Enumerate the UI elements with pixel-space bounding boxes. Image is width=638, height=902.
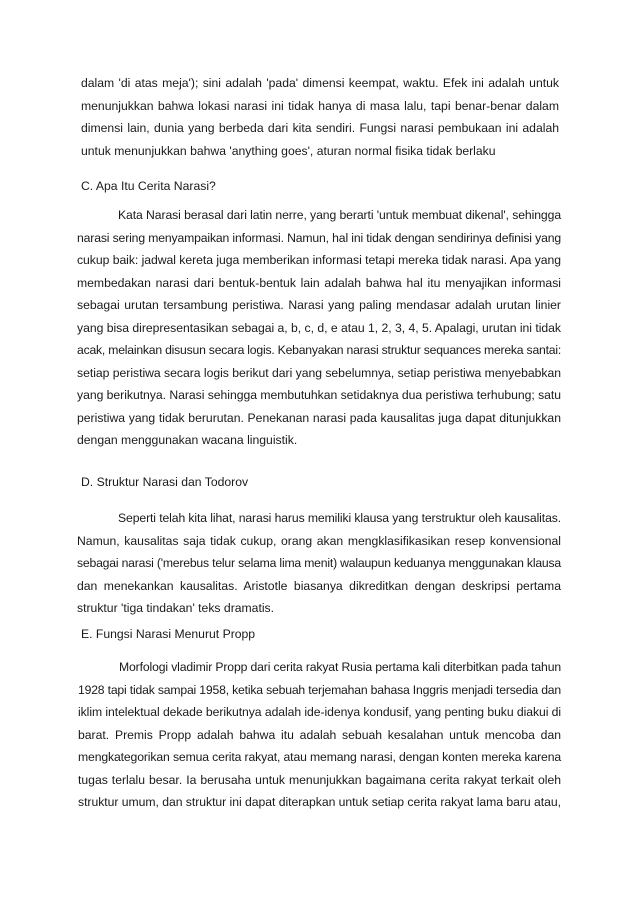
text-line: dengan menggunakan wacana linguistik. [77,433,298,447]
text-line: narasi sering menyampaikan informasi. Namun, hal ini tidak dengan sendirinya definisi yang [77,230,561,245]
text-line: Namun, kausalitas saja tidak cukup, orang akan mengklasifikasikan resep konvensional [77,533,561,548]
text-line: Morfologi vladimir Propp dari cerita rakyat Rusia pertama kali diterbitkan pada tahun [119,660,561,674]
text-line: setiap peristiwa secara logis berikut dari yang sebelumnya, setiap peristiwa menyebabkan [77,365,561,380]
text-line: 1928 tapi tidak sampai 1958, ketika sebuah terjemahan bahasa Inggris menjadi tersedia dan [78,682,561,697]
section-heading-d: D. Struktur Narasi dan Todorov [81,475,249,489]
text-line: Seperti telah kita lihat, narasi harus memiliki klausa yang terstruktur oleh kausalitas. [118,511,562,525]
text-line: iklim intelektual dekade berikutnya adalah ide-idenya kondusif, yang penting buku diakui di [78,705,562,719]
text-line: struktur umum, dan struktur ini dapat diterapkan untuk setiap cerita rakyat lama baru atau, [78,795,561,809]
text-line: cukup baik: jadwal kereta juga memberikan informasi tetapi mereka tidak narasi. Apa yang [77,253,561,267]
paragraph-continuation [81,72,559,162]
section-heading-c: C. Apa Itu Cerita Narasi? [81,179,216,193]
paragraph-apa-itu-narasi [77,204,561,452]
text-line: peristiwa yang tidak berurutan. Penekanan narasi pada kausalitas juga dapat ditunjukkan [77,410,561,425]
text-line: yang bisa direpresentasikan sebagai a, b, c, d, e atau 1, 2, 3, 4, 5. Apalagi, urutan ini tidak [77,320,561,335]
text-line: untuk menunjukkan bahwa 'anything goes', aturan normal fisika tidak berlaku [81,143,496,158]
text-line: acak, melainkan disusun secara logis. Kebanyakan narasi struktur sequances mereka santai: [77,343,561,357]
text-line: menunjukkan bahwa lokasi narasi ini tidak hanya di masa lalu, tapi benar-benar dalam [81,98,559,113]
text-line: mengkategorikan semua cerita rakyat, atau memang narasi, dengan konten mereka karena [78,750,562,764]
section-heading-e: E. Fungsi Narasi Menurut Propp [81,627,256,641]
text-line: dan menekankan kausalitas. Aristotle biasanya dikreditkan dengan deskripsi pertama [77,578,561,593]
text-line: sebagai urutan tersambung peristiwa. Narasi yang paling mendasar adalah urutan linier [77,298,561,312]
paragraph-fungsi-propp [78,656,561,814]
text-line: tugas terlalu besar. Ia berusaha untuk menunjukkan bagaimana cerita rakyat terkait oleh [78,772,561,787]
text-line: dalam 'di atas meja'); sini adalah 'pada' dimensi keempat, waktu. Efek ini adalah untuk [81,76,559,90]
text-line: barat. Premis Propp adalah bahwa itu adalah sebuah kesalahan untuk mencoba dan [78,727,561,742]
text-line: sebagai narasi ('merebus telur selama lima menit) walaupun keduanya menggunakan klausa [77,556,562,570]
text-line: dimensi lain, dunia yang berbeda dari kita sendiri. Fungsi narasi pembukaan ini adalah [81,121,559,135]
paragraph-struktur-narasi [77,507,561,620]
text-line: yang berikutnya. Narasi sehingga membutuhkan setidaknya dua peristiwa terhubung; satu [77,388,561,402]
text-line: membedakan narasi dari bentuk-bentuk lain adalah bahwa hal itu menyajikan informasi [77,275,561,290]
text-line: Kata Narasi berasal dari latin nerre, yang berarti 'untuk membuat dikenal', sehingga [118,208,562,222]
text-line: struktur 'tiga tindakan' teks dramatis. [77,601,275,615]
